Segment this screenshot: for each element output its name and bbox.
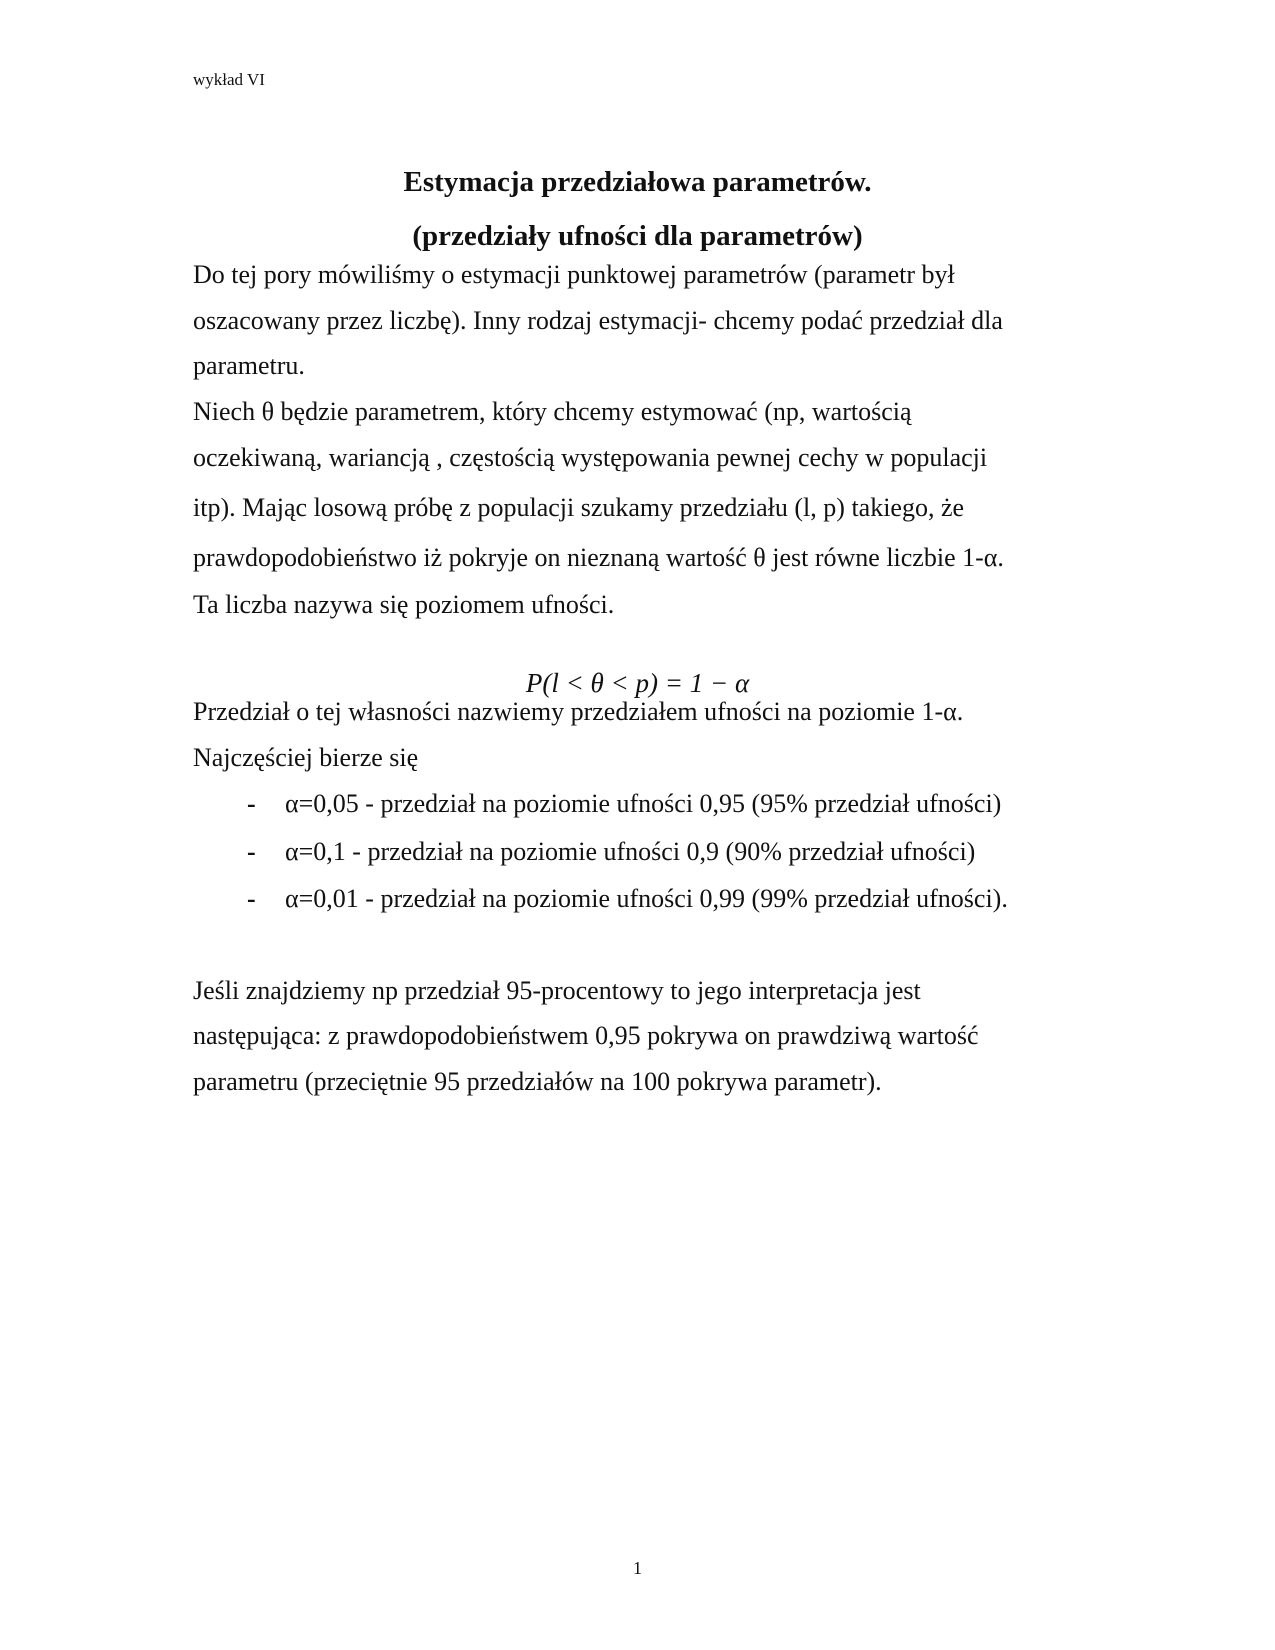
bullet-marker: - (247, 789, 256, 818)
list-item (247, 837, 975, 867)
paragraph-line: Ta liczba nazywa się poziomem ufności. (193, 590, 615, 619)
paragraph-line: Niech θ będzie parametrem, który chcemy estymować (np, wartością (193, 397, 912, 426)
paragraph-line: Do tej pory mówiliśmy o estymacji punktowej parametrów (parametr był (193, 260, 955, 289)
paragraph-line: prawdopodobieństwo iż pokryje on nieznaną wartość θ jest równe liczbie 1-α. (193, 543, 1004, 572)
confidence-interval-formula: P(l < θ < p) = 1 − α (525, 668, 750, 698)
page-subtitle: (przedziały ufności dla parametrów) (412, 220, 863, 252)
bullet-marker: - (247, 884, 256, 913)
paragraph-line: itp). Mając losową próbę z populacji szukamy przedziału (l, p) takiego, że (193, 493, 965, 522)
page-title: Estymacja przedziałowa parametrów. (403, 166, 872, 198)
paragraph-line: Najczęściej bierze się (193, 743, 419, 772)
paragraph-line: oszacowany przez liczbę). Inny rodzaj estymacji- chcemy podać przedział dla (193, 306, 1003, 335)
paragraph-line: parametru (przeciętnie 95 przedziałów na 100 pokrywa parametr). (193, 1067, 882, 1096)
page-number: 1 (633, 1558, 642, 1578)
paragraph-line: Przedział o tej własności nazwiemy przedziałem ufności na poziomie 1-α. (193, 697, 964, 726)
list-item-text: α=0,01 - przedział na poziomie ufności 0,99 (99% przedział ufności). (285, 884, 1008, 913)
list-item-text: α=0,05 - przedział na poziomie ufności 0,95 (95% przedział ufności) (285, 789, 1002, 818)
list-item (247, 884, 1008, 914)
paragraph-line: oczekiwaną, wariancją , częstością występowania pewnej cechy w populacji (193, 443, 988, 472)
bullet-marker: - (247, 837, 256, 866)
list-item-text: α=0,1 - przedział na poziomie ufności 0,9 (90% przedział ufności) (285, 837, 976, 866)
page-header: wykład VI (193, 70, 265, 89)
paragraph-line: następująca: z prawdopodobieństwem 0,95 pokrywa on prawdziwą wartość (193, 1021, 979, 1050)
list-item (247, 789, 1001, 819)
paragraph-line: Jeśli znajdziemy np przedział 95-procentowy to jego interpretacja jest (193, 976, 921, 1005)
paragraph-line: parametru. (193, 351, 305, 380)
